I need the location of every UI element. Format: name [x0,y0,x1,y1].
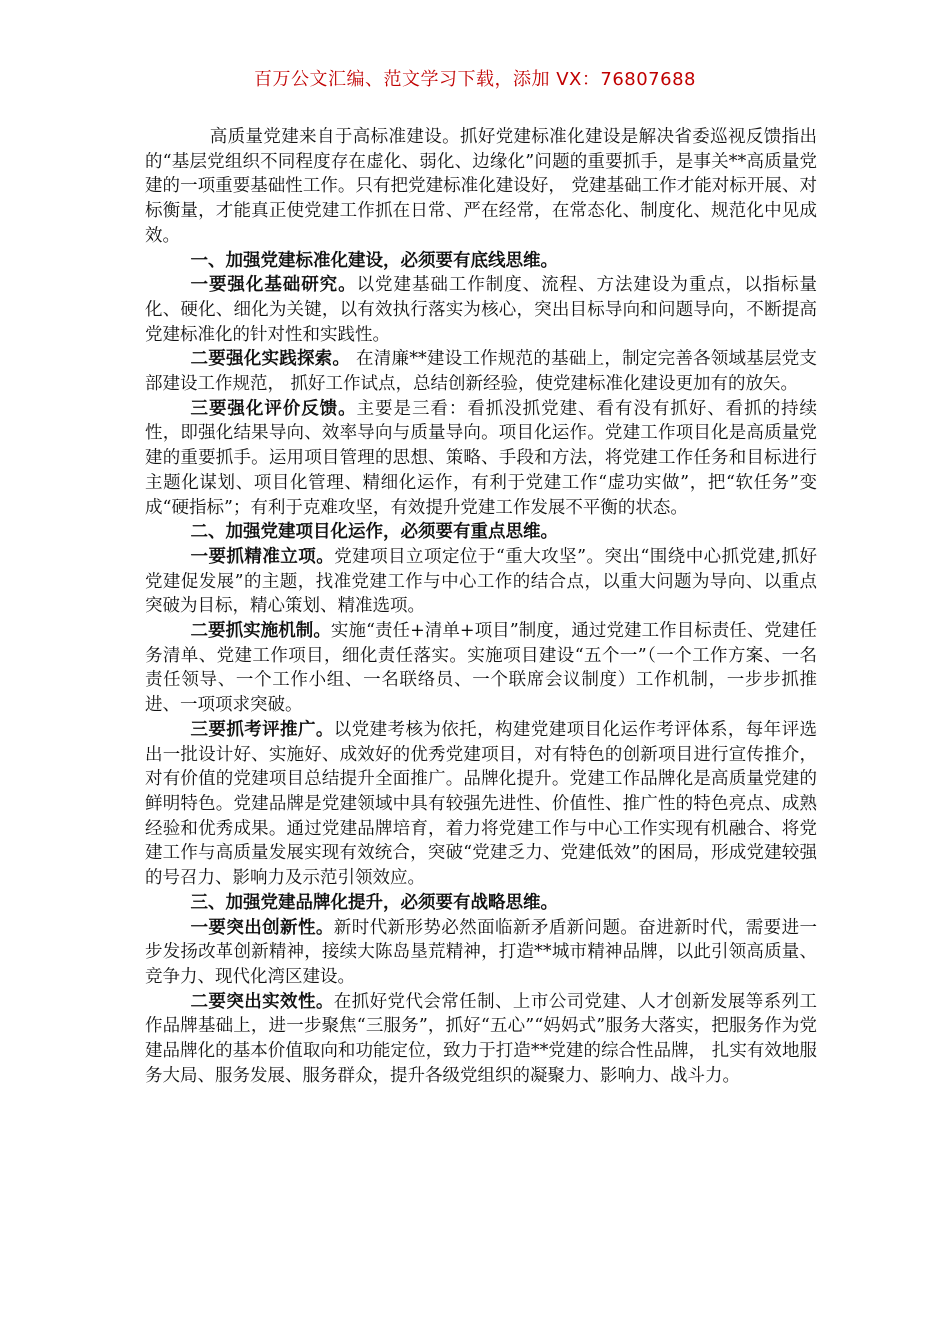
item-lead: 三要强化评价反馈。 [190,398,357,419]
item-lead: 三要抓考评推广。 [190,719,334,740]
document-body [145,125,817,1088]
section-3-item-2 [145,990,817,1089]
item-text: 实施“责任+清单+项目”制度，通过党建工作目标责任、党建任务清单、党建工作项目，细化责任落实。实施项目建设“五个一”（一个工作方案、一名责任领导、一个工作小组、一名联络员、一个联席会议制度）工作机制，一步步抓推进、一项项求突破。 [145,621,818,716]
item-text: 党建项目立项定位于“重大攻坚”。突出“围绕中心抓党建,抓好党建促发展”的主题，找准党建工作与中心工作的结合点，以重大问题为导向、以重点突破为目标，精心策划、精准选项。 [145,546,817,617]
section-3-item-1 [145,916,817,990]
section-2-item-2 [145,619,817,718]
section-2-item-1 [145,545,817,619]
item-lead: 一要突出创新性。 [190,917,334,938]
item-text: 以党建基础工作制度、流程、方法建设为重点，以指标量化、硬化、细化为关键，以有效执行落实为核心，突出目标导向和问题导向，不断提高党建标准化的针对性和实践性。 [145,275,818,345]
item-text: 在抓好党代会常任制、上市公司党建、人才创新发展等系列工作品牌基础上，进一步聚焦“三服务”，抓好“五心”“妈妈式”服务大落实，把服务作为党建品牌化的基本价值取向和功能定位，致力于打造**党建的综合性品牌， 扎实有效地服务大局、服务发展、服务群众，提升各级党组织的凝聚力、影响力、战斗力。 [145,991,818,1086]
section-2-item-3 [145,718,817,891]
section-1-item-3 [145,397,817,521]
item-text: 在清廉**建设工作规范的基础上，制定完善各领域基层党支部建设工作规范， 抓好工作试点，总结创新经验，使党建标准化建设更加有的放矢。 [145,349,818,395]
item-lead: 二要抓实施机制。 [190,621,331,642]
item-text: 以党建考核为依托，构建党建项目化运作考评体系，每年评选出一批设计好、实施好、成效好的优秀党建项目，对有特色的创新项目进行宣传推介，对有价值的党建项目总结提升全面推广。品牌化提升。党建工作品牌化是高质量党建的鲜明特色。党建品牌是党建领域中具有较强先进性、价值性、推广性的特色亮点、成熟经验和优秀成果。通过党建品牌培育，着力将党建工作与中心工作实现有机融合、将党建工作与高质量发展实现有效统合，突破“党建乏力、党建低效”的困局，形成党建较强的号召力、影响力及示范引领效应。 [145,719,818,889]
section-1-item-2 [145,347,817,396]
section-1-heading: 一、加强党建标准化建设，必须要有底线思维。 [190,250,558,271]
intro-paragraph: 高质量党建来自于高标准建设。抓好党建标准化建设是解决省委巡视反馈指出的“基层党组织不同程度存在虚化、弱化、边缘化”问题的重要抓手，是事关**高质量党建的一项重要基础性工作。只有把党建标准化建设好， 党建基础工作才能对标开展、对标衡量，才能真正使党建工作抓在日常、严在经常，在常态化、制度化、规范化中见成效。 [145,127,817,246]
section-1-item-1 [145,273,817,347]
section-3-heading: 三、加强党建品牌化提升，必须要有战略思维。 [190,892,558,913]
header-banner: 百万公文汇编、范文学习下载，添加 VX：76807688 [254,69,696,90]
item-text: 新时代新形势必然面临新矛盾新问题。奋进新时代，需要进一步发扬改革创新精神，接续大陈岛垦荒精神，打造**城市精神品牌，以此引领高质量、竞争力、现代化湾区建设。 [145,917,818,987]
section-2-heading: 二、加强党建项目化运作，必须要有重点思维。 [190,522,558,543]
item-lead: 一要强化基础研究。 [190,275,357,296]
item-lead: 二要突出实效性。 [190,991,334,1012]
item-lead: 二要强化实践探索。 [190,349,351,370]
item-text: 主要是三看：看抓没抓党建、看有没有抓好、看抓的持续性，即强化结果导向、效率导向与质量导向。项目化运作。党建工作项目化是高质量党建的重要抓手。运用项目管理的思想、策略、手段和方法，将党建工作任务和目标进行主题化谋划、项目化管理、精细化运作，有利于党建工作“虚功实做”，把“软任务”变成“硬指标”；有利于克难攻坚，有效提升党建工作发展不平衡的状态。 [145,398,818,518]
item-lead: 一要抓精准立项。 [190,546,335,567]
